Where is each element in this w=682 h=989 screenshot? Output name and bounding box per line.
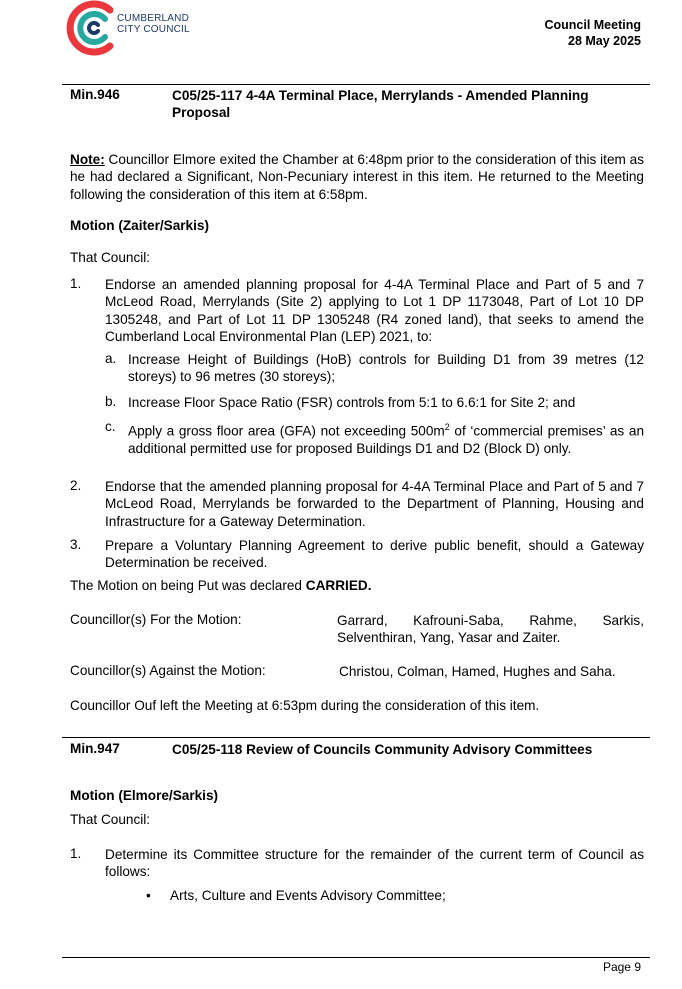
org-line1: CUMBERLAND xyxy=(117,13,190,24)
minute-title: C05/25-118 Review of Councils Community Advisory Committees xyxy=(172,742,593,757)
resolution-item: Endorse that the amended planning proposal for 4-4A Terminal Place and Part of 5 and 7 McLeod Road, Merrylands be forwarded to the Department of Planning, Housing and Infrastructure for a Gateway Determination. xyxy=(105,479,644,529)
note-text: Councillor Elmore exited the Chamber at 6:48pm prior to the consideration of this item as he had declared a Significant, Non-Pecuniary interest in this item. He returned to the Meeting following the consideration of this item at 6:58pm. xyxy=(70,152,644,202)
item-number: 3. xyxy=(70,537,82,552)
subitem-label: a. xyxy=(105,351,117,366)
resolution-intro: That Council: xyxy=(70,250,151,265)
org-name xyxy=(117,13,190,35)
motion-heading: Motion (Zaiter/Sarkis) xyxy=(70,218,209,233)
subitem-text: of ‘commercial premises’ as an additional permitted use for proposed Buildings D1 and D2 (Block D) only. xyxy=(128,423,644,456)
item-number: 1. xyxy=(70,846,82,861)
resolution-item: Prepare a Voluntary Planning Agreement to derive public benefit, should a Gateway Determination be received. xyxy=(105,538,644,571)
motion-result xyxy=(70,577,644,594)
org-line2: CITY COUNCIL xyxy=(117,24,190,35)
minute-number: Min.946 xyxy=(70,87,120,102)
section-divider xyxy=(62,84,650,85)
votes-for-names: Garrard, Kafrouni-Saba, Rahme, Sarkis, Selventhiran, Yang, Yasar and Zaiter. xyxy=(337,613,644,646)
resolution-subitem: Increase Floor Space Ratio (FSR) controls from 5:1 to 6.6:1 for Site 2; and xyxy=(128,395,576,410)
meeting-date: 28 May 2025 xyxy=(568,34,641,48)
resolution-item: Determine its Committee structure for the remainder of the current term of Council as follows: xyxy=(105,847,644,880)
note-paragraph xyxy=(70,151,644,203)
resolution-subitem: Increase Height of Buildings (HoB) controls for Building D1 from 39 metres (12 storeys) to 96 metres (30 storeys); xyxy=(128,352,644,385)
cumberland-logo xyxy=(62,0,122,56)
item-number: 1. xyxy=(70,276,82,291)
departure-note: Councillor Ouf left the Meeting at 6:53pm during the consideration of this item. xyxy=(70,698,540,713)
note-label: Note: xyxy=(70,152,105,167)
item-number: 2. xyxy=(70,478,82,493)
meeting-header xyxy=(544,17,641,49)
resolution-subitem xyxy=(128,419,644,457)
section-divider xyxy=(62,737,650,738)
votes-against-label: Councillor(s) Against the Motion: xyxy=(70,663,266,678)
footer-divider xyxy=(62,957,650,958)
resolution-intro: That Council: xyxy=(70,812,151,827)
subitem-text: Apply a gross floor area (GFA) not exceeding 500m xyxy=(128,423,445,439)
page-number: Page 9 xyxy=(602,960,641,974)
minute-title: C05/25-117 4-4A Terminal Place, Merrylands - Amended Planning Proposal xyxy=(172,88,589,120)
votes-for-label: Councillor(s) For the Motion: xyxy=(70,612,242,627)
result-status: CARRIED. xyxy=(305,578,372,593)
result-text: The Motion on being Put was declared xyxy=(70,578,306,593)
motion-heading: Motion (Elmore/Sarkis) xyxy=(70,788,219,803)
resolution-item: Endorse an amended planning proposal for 4-4A Terminal Place and Part of 5 and 7 McLeod Road, Merrylands (Site 2) applying to Lot 1 DP 1173048, Part of Lot 10 DP 1305248, and Part of Lot 11 DP 1305248 (R4 zoned land), that seeks to amend the Cumberland Local Environmental Plan (LEP) 2021, to: xyxy=(105,277,644,345)
committee-list-item: Arts, Culture and Events Advisory Committee; xyxy=(170,888,446,903)
subitem-label: b. xyxy=(105,394,117,409)
meeting-title: Council Meeting xyxy=(544,18,641,32)
superscript: 2 xyxy=(444,422,450,432)
bullet-icon: • xyxy=(146,888,151,903)
minute-number: Min.947 xyxy=(70,741,120,756)
votes-against-names: Christou, Colman, Hamed, Hughes and Saha. xyxy=(339,664,616,679)
subitem-label: c. xyxy=(105,419,116,434)
